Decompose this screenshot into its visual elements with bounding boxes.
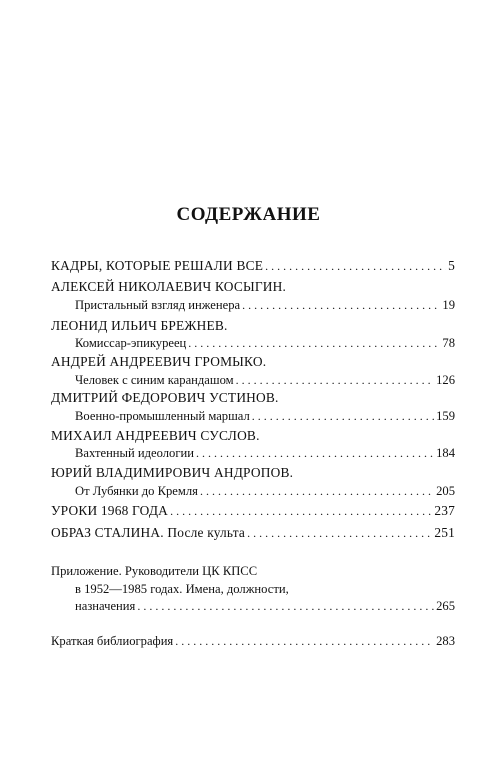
leader-dots [247, 524, 432, 542]
toc-section-heading: АЛЕКСЕЙ НИКОЛАЕВИЧ КОСЫГИН. [51, 279, 287, 294]
toc-entry[interactable] [75, 407, 455, 425]
toc-page-number: 283 [436, 634, 455, 648]
leader-dots [236, 371, 434, 389]
leader-dots [252, 407, 434, 425]
toc-entry[interactable] [51, 257, 455, 275]
toc-entry-label: Краткая библиография [51, 634, 174, 648]
toc-entry-label: УРОКИ 1968 ГОДА [51, 503, 169, 518]
leader-dots [137, 597, 434, 615]
toc-page-number: 237 [434, 503, 455, 518]
toc-page-number: 5 [448, 258, 455, 273]
toc-entry[interactable] [75, 482, 455, 500]
leader-dots [242, 296, 440, 314]
toc-entry[interactable] [75, 296, 455, 314]
leader-dots [188, 334, 440, 352]
toc-page-number: 184 [436, 446, 455, 460]
toc-entry[interactable] [51, 524, 455, 542]
appendix-title-line: Приложение. Руководители ЦК КПСС [51, 564, 258, 578]
toc-page-number: 78 [442, 336, 455, 350]
toc-entry-label: Вахтенный идеологии [75, 446, 194, 460]
toc-entry-label: От Лубянки до Кремля [75, 484, 198, 498]
toc-section-heading: ЮРИЙ ВЛАДИМИРОВИЧ АНДРОПОВ. [51, 465, 294, 480]
toc-entry[interactable] [75, 597, 455, 615]
toc-entry-label: КАДРЫ, КОТОРЫЕ РЕШАЛИ ВСЕ [51, 258, 264, 273]
toc-page-number: 126 [436, 373, 455, 387]
toc-entry-label: Человек с синим карандашом [75, 373, 234, 387]
appendix-title-line: в 1952—1985 годах. Имена, должности, [75, 582, 289, 596]
toc-page-number: 205 [436, 484, 455, 498]
leader-dots [196, 444, 434, 462]
toc-entry[interactable] [75, 371, 455, 389]
toc-entry-label: Комиссар-эпикуреец [75, 336, 187, 350]
leader-dots [170, 502, 432, 520]
leader-dots [175, 632, 434, 650]
leader-dots [200, 482, 434, 500]
toc-section-heading: ДМИТРИЙ ФЕДОРОВИЧ УСТИНОВ. [51, 390, 279, 405]
leader-dots [265, 257, 446, 275]
toc-section-heading: ЛЕОНИД ИЛЬИЧ БРЕЖНЕВ. [51, 318, 228, 333]
toc-entry-label: Военно-промышленный маршал [75, 409, 250, 423]
toc-page-number: 159 [436, 409, 455, 423]
toc-page-number: 251 [434, 525, 455, 540]
toc-section-heading: АНДРЕЙ АНДРЕЕВИЧ ГРОМЫКО. [51, 354, 267, 369]
page-title: СОДЕРЖАНИЕ [176, 204, 321, 225]
toc-entry-label: ОБРАЗ СТАЛИНА. После культа [51, 525, 246, 540]
toc-page-number: 19 [442, 298, 455, 312]
toc-entry[interactable] [51, 632, 455, 650]
toc-entry[interactable] [51, 502, 455, 520]
toc-page-number: 265 [436, 599, 455, 613]
toc-section-heading: МИХАИЛ АНДРЕЕВИЧ СУСЛОВ. [51, 428, 260, 443]
toc-entry[interactable] [75, 444, 455, 462]
toc-entry-label: Пристальный взгляд инженера [75, 298, 241, 312]
toc-entry[interactable] [75, 334, 455, 352]
toc-entry-label: назначения [75, 599, 136, 613]
